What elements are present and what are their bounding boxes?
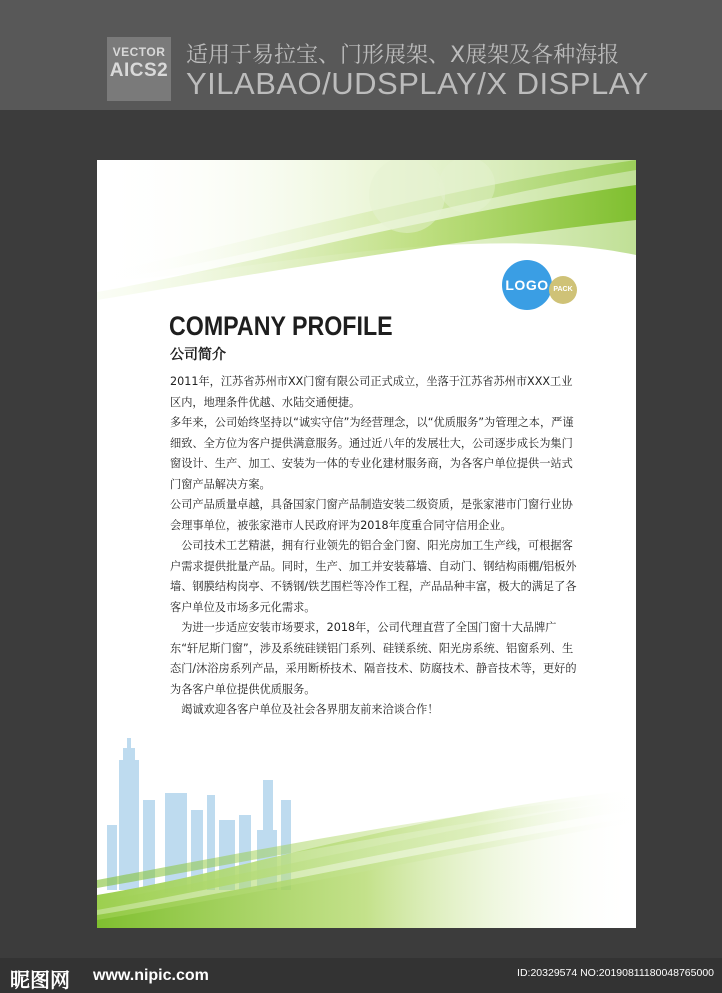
paragraph: 2011年，江苏省苏州市XX门窗有限公司正式成立，坐落于江苏省苏州市XXX工业区内，地理条件优越、水陆交通便捷。 (170, 375, 573, 409)
company-profile-title: COMPANY PROFILE (169, 311, 393, 341)
company-logo: LOGO (502, 260, 552, 310)
paragraph: 为进一步适应安装市场要求，2018年，公司代理直营了全国门窗十大品牌广东“轩尼斯门窗”，涉及系统硅镁铝门系列、硅镁系统、阳光房系统、铝窗系列、生态门/沐浴房系列产品，采用断桥技术、隔音技术、防腐技术、静音技术等，更好的为各客户单位提供优质服务。 (170, 621, 577, 696)
pack-badge: PACK (549, 276, 577, 304)
watermark-band (0, 958, 722, 993)
badge-line2: AICS2 (109, 59, 169, 81)
site-name: 昵图网 (10, 968, 70, 992)
paragraph: 多年来，公司始终坚持以“诚实守信”为经营理念，以“优质服务”为管理之本，严谨细致、全方位为客户提供满意服务。通过近八年的发展壮大，公司逐步成长为集门窗设计、生产、加工、安装为一体的专业化建材服务商，为各客户单位提供一站式门窗产品解决方案。 (170, 416, 574, 491)
paragraph: 公司技术工艺精湛，拥有行业领先的铝合金门窗、阳光房加工生产线，可根据客户需求提供批量产品。同时，生产、加工并安装幕墙、自动门、钢结构雨棚/铝板外墙、钢膜结构岗亭、不锈钢/铁艺围栏等冷作工程，产品品种丰富，极大的满足了各客户单位及市场多元化需求。 (170, 539, 577, 614)
paragraph: 公司产品质量卓越，具备国家门窗产品制造安装二级资质，是张家港市门窗行业协会理事单位，被张家港市人民政府评为2018年度重合同守信用企业。 (170, 498, 573, 532)
vector-format-badge (107, 37, 171, 101)
header-title-cn: 适用于易拉宝、门形展架、X展架及各种海报 (186, 43, 620, 68)
image-id: ID:20329574 NO:20190811180048765000 (517, 967, 714, 979)
company-profile-subtitle: 公司简介 (170, 347, 226, 363)
paragraph: 竭诚欢迎各客户单位及社会各界朋友前来洽谈合作！ (170, 703, 439, 716)
profile-body (170, 372, 578, 721)
header-band (0, 0, 722, 110)
site-url: www.nipic.com (93, 967, 209, 984)
badge-line1: VECTOR (112, 45, 166, 59)
flyer-sheet (97, 160, 636, 928)
header-title-en: YILABAO/UDSPLAY/X DISPLAY (186, 66, 649, 101)
